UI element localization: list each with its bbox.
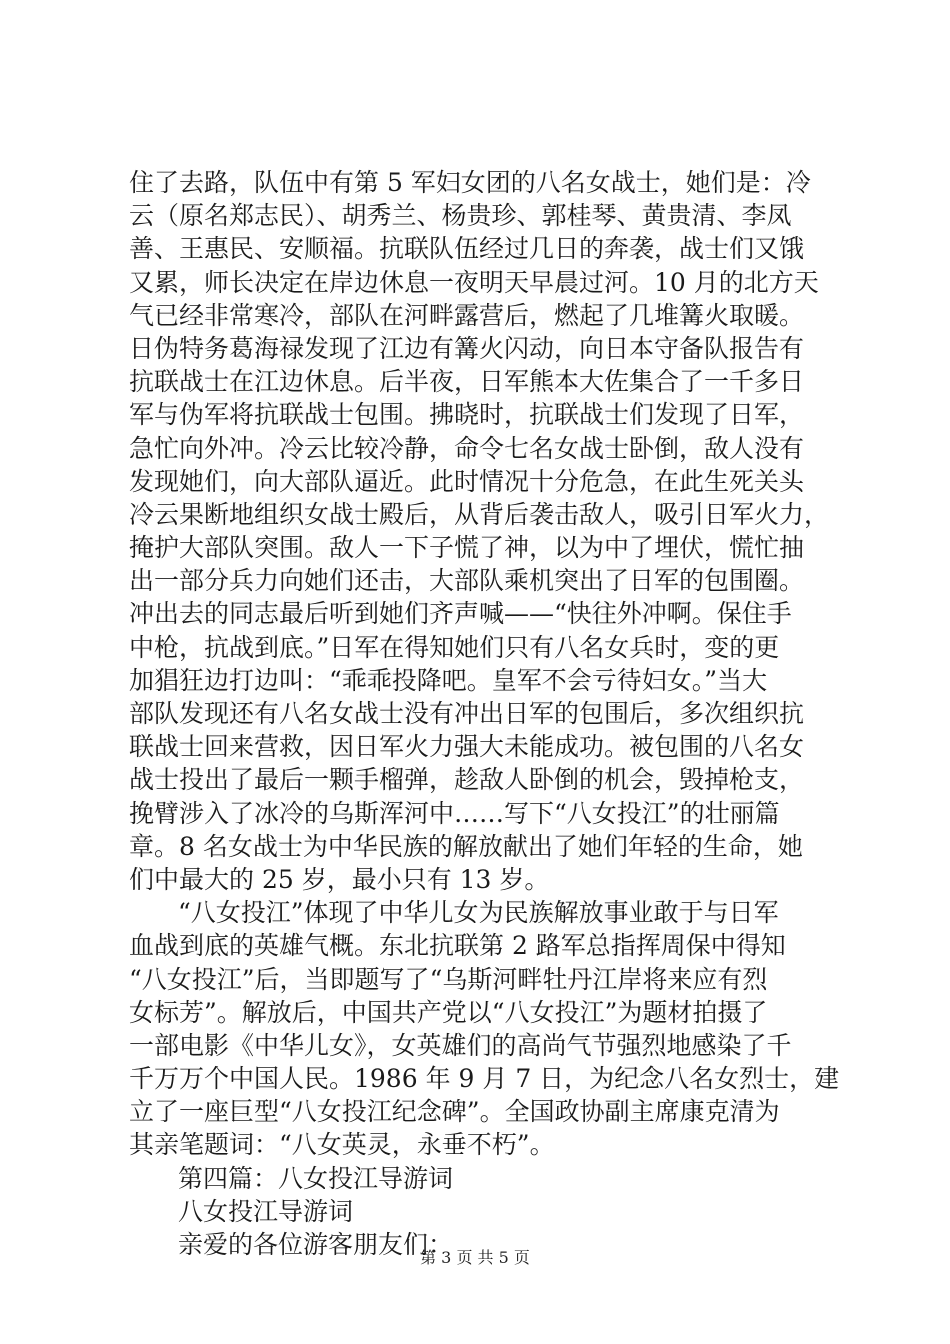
section-subtitle: 八女投江导游词	[178, 1196, 354, 1226]
text-line: 善、王惠民、安顺福。抗联队伍经过几日的奔袭，战士们又饿	[129, 234, 805, 264]
text-line: 又累，师长决定在岸边休息一夜明天早晨过河。10 月的北方天	[129, 267, 819, 297]
greeting-line: 亲爱的各位游客朋友们：	[178, 1230, 454, 1259]
text-line: 女标芳”。解放后，中国共产党以“八女投江”为题材拍摄了	[129, 997, 768, 1027]
text-line: 抗联战士在江边休息。后半夜，日军熊本大佐集合了一千多日	[129, 367, 805, 397]
text-line: 章。8 名女战士为中华民族的解放献出了她们年轻的生命，她	[129, 831, 803, 861]
text-line: 血战到底的英雄气概。东北抗联第 2 路军总指挥周保中得知	[129, 931, 786, 961]
page-footer: 第 3 页 共 5 页	[420, 1248, 530, 1267]
text-line: 出一部分兵力向她们还击，大部队乘机突出了日军的包围圈。	[129, 566, 805, 596]
text-line: 住了去路，队伍中有第 5 军妇女团的八名女战士，她们是：冷	[129, 168, 811, 197]
paragraph-start-line: “八女投江”体现了中华儿女为民族解放事业敢于与日军	[178, 898, 779, 928]
text-line: 联战士回来营救，因日军火力强大未能成功。被包围的八名女	[129, 732, 805, 762]
text-line: 掩护大部队突围。敌人一下子慌了神，以为中了埋伏，慌忙抽	[129, 533, 805, 563]
text-line: 们中最大的 25 岁，最小只有 13 岁。	[129, 864, 550, 894]
text-line: 日伪特务葛海禄发现了江边有篝火闪动，向日本守备队报告有	[129, 333, 805, 363]
text-line: 冷云果断地组织女战士殿后，从背后袭击敌人，吸引日军火力，	[129, 499, 830, 529]
text-line: 急忙向外冲。冷云比较冷静，命令七名女战士卧倒，敌人没有	[129, 433, 805, 463]
text-line: 加猖狂边打边叫：“乖乖投降吧。皇军不会亏待妇女。”当大	[129, 665, 768, 695]
text-line: 发现她们，向大部队逼近。此时情况十分危急，在此生死关头	[129, 466, 805, 496]
text-line: 军与伪军将抗联战士包围。拂晓时，抗联战士们发现了日军，	[129, 400, 805, 430]
text-line: “八女投江”后，当即题写了“乌斯河畔牡丹江岸将来应有烈	[129, 964, 768, 994]
text-line: 挽臂涉入了冰冷的乌斯浑河中……写下“八女投江”的壮丽篇	[129, 798, 780, 828]
text-line: 部队发现还有八名女战士没有冲出日军的包围后，多次组织抗	[129, 699, 805, 728]
section-heading: 第四篇：八女投江导游词	[178, 1163, 454, 1193]
text-line: 云（原名郑志民）、胡秀兰、杨贵珍、郭桂琴、黄贵清、李凤	[129, 201, 792, 231]
text-line: 气已经非常寒冷，部队在河畔露营后，燃起了几堆篝火取暖。	[129, 300, 805, 330]
text-line: 战士投出了最后一颗手榴弹，趁敌人卧倒的机会，毁掉枪支，	[129, 765, 805, 795]
text-line: 一部电影《中华儿女》，女英雄们的高尚气节强烈地感染了千	[129, 1030, 792, 1060]
document-body	[129, 166, 839, 1261]
text-line: 立了一座巨型“八女投江纪念碑”。全国政协副主席康克清为	[129, 1097, 780, 1127]
text-line: 冲出去的同志最后听到她们齐声喊——“快往外冲啊。保住手	[129, 599, 792, 629]
text-line: 千万万个中国人民。1986 年 9 月 7 日，为纪念八名女烈士，建	[129, 1064, 840, 1094]
text-line: 中枪，抗战到底。”日军在得知她们只有八名女兵时，变的更	[129, 632, 780, 662]
text-line: 其亲笔题词：“八女英灵，永垂不朽”。	[129, 1130, 555, 1160]
